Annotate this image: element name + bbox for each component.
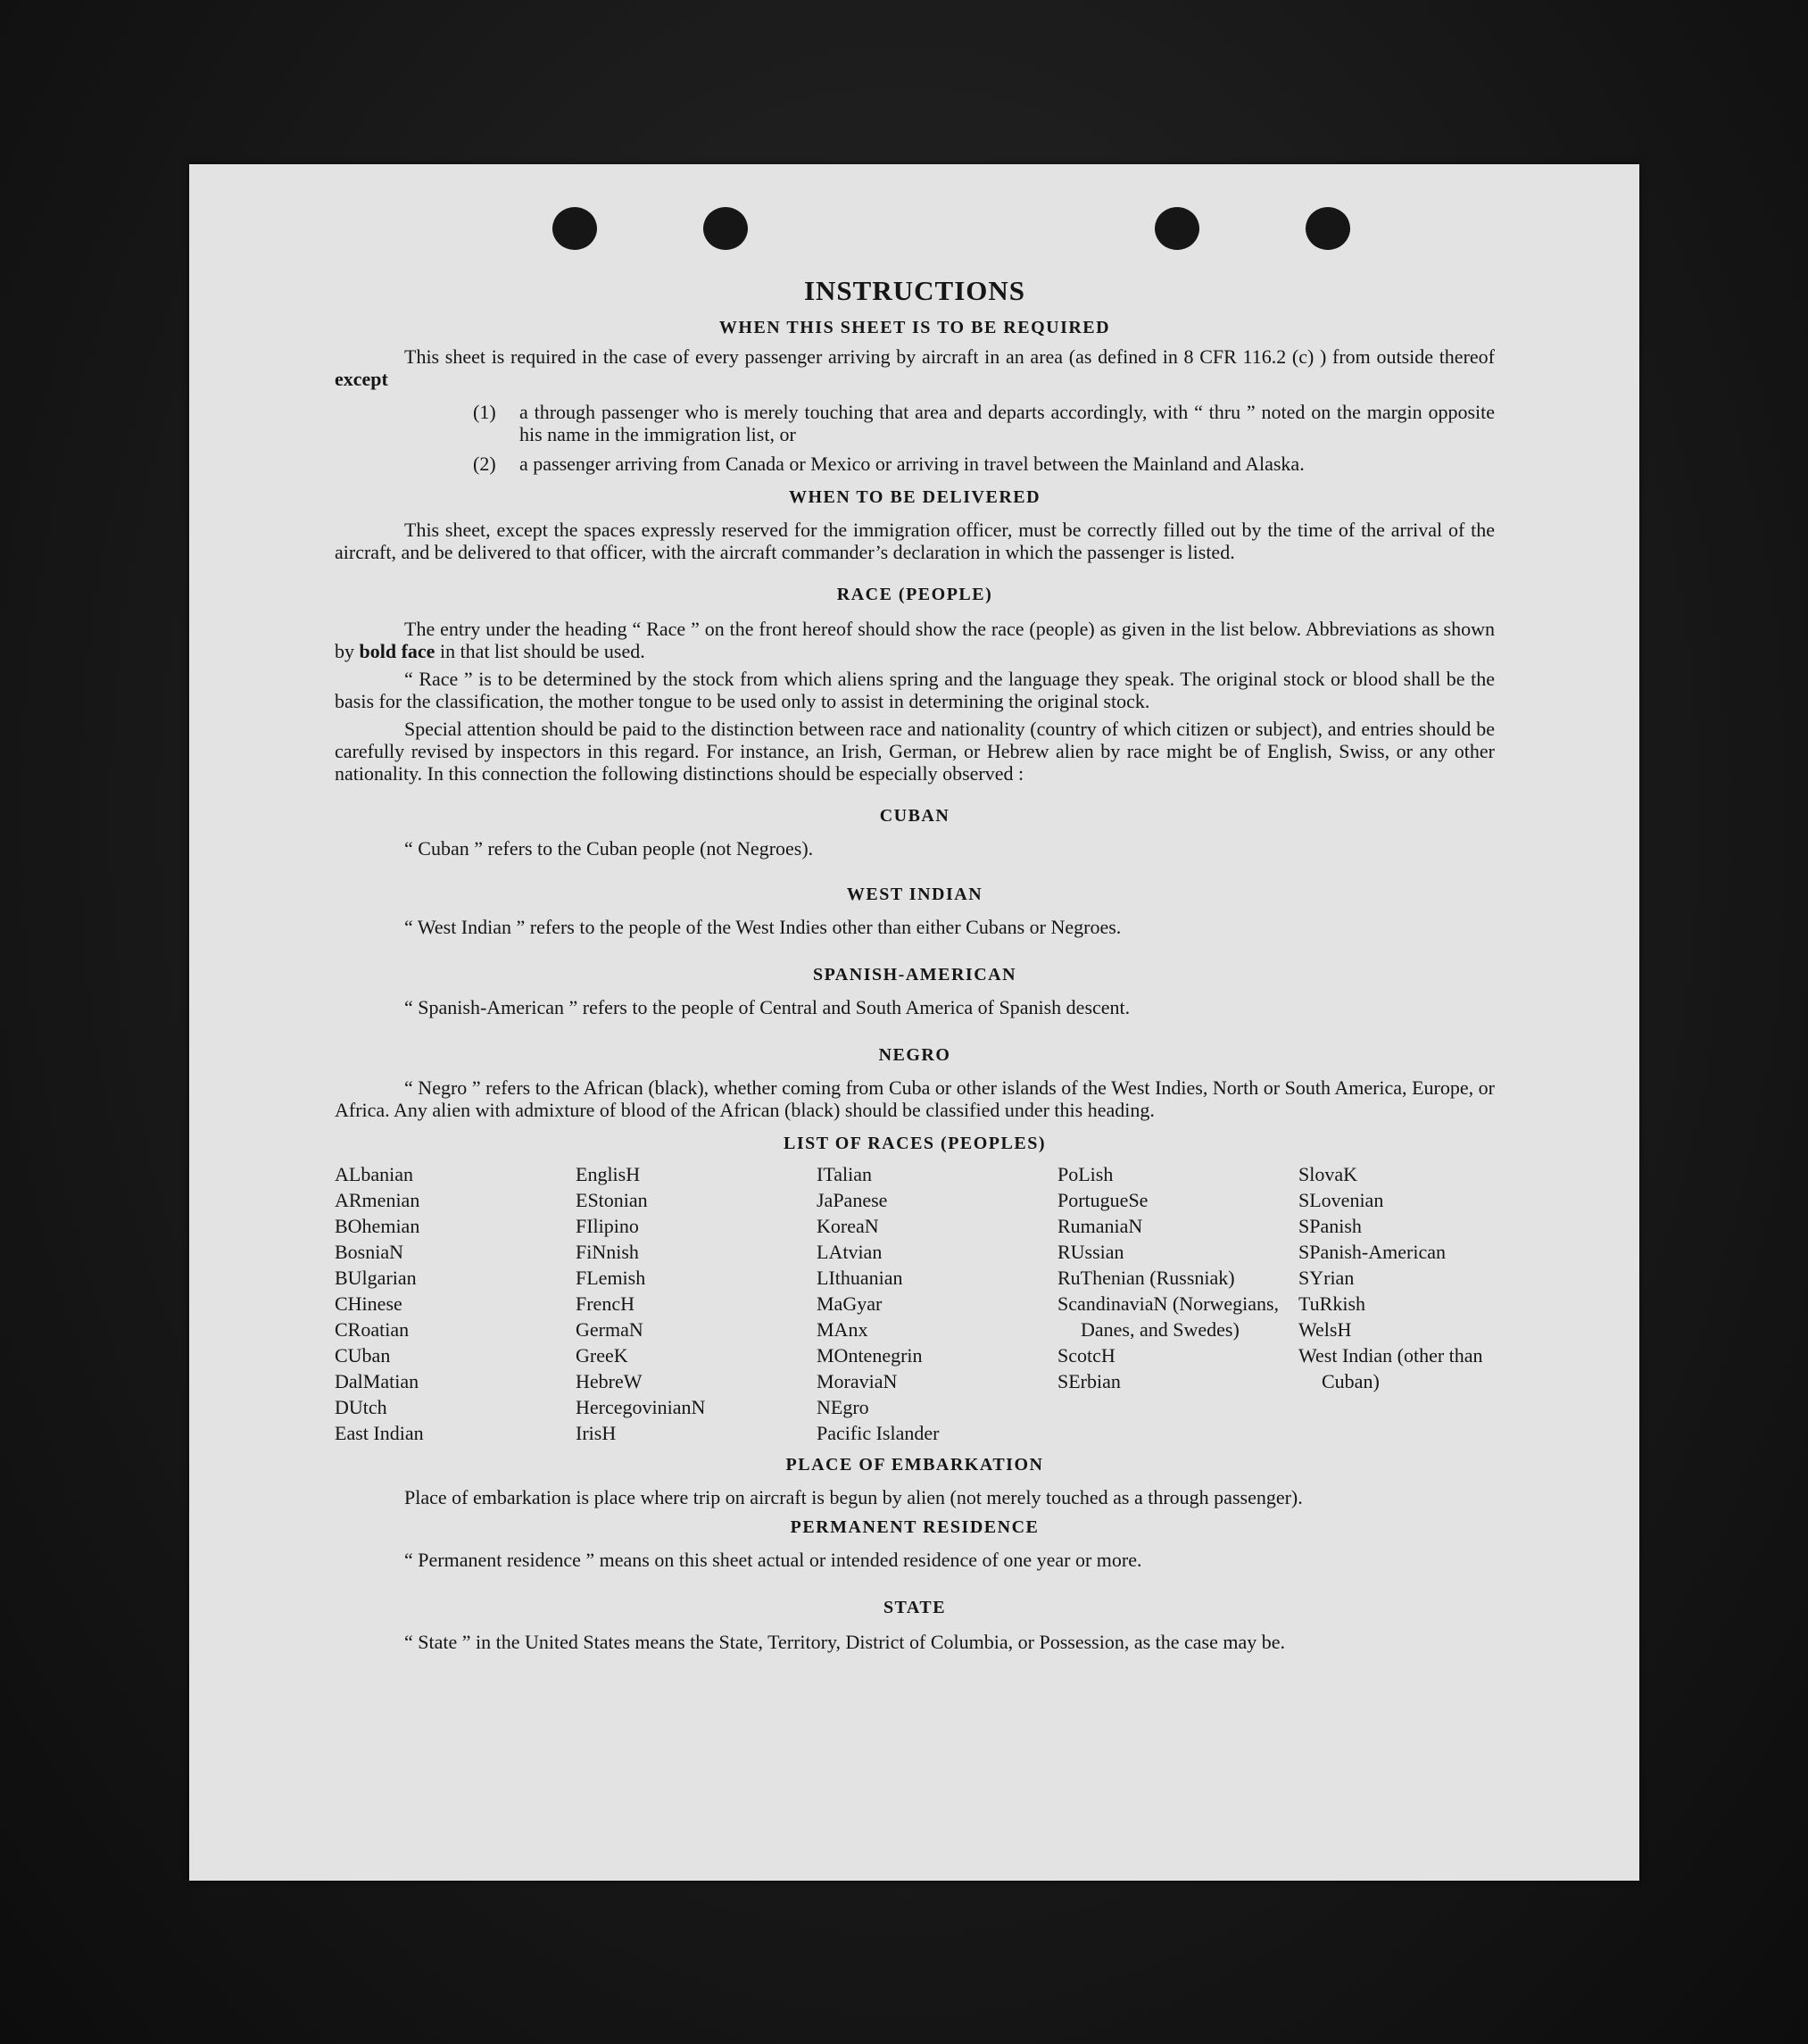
race-item: SPanish bbox=[1298, 1215, 1362, 1237]
punch-hole bbox=[552, 207, 597, 250]
state-text: “ State ” in the United States means the State, Territory, District of Columbia, or Possession, as the case may be. bbox=[404, 1631, 1286, 1653]
race-item: LIthuanian bbox=[817, 1267, 903, 1289]
race-item: ARmenian bbox=[335, 1189, 420, 1211]
section-heading-residence: PERMANENT RESIDENCE bbox=[790, 1517, 1040, 1537]
cuban-text: “ Cuban ” refers to the Cuban people (not Negroes). bbox=[404, 837, 814, 860]
negro-text: “ Negro ” refers to the African (black), whether coming from Cuba or other islands of the West Indies, North or South America, Europe, or Africa. Any alien with admixture of blood of the African (black) should be classified under this heading. bbox=[335, 1076, 1495, 1121]
race-item: SLovenian bbox=[1298, 1189, 1384, 1211]
race-item: CHinese bbox=[335, 1292, 402, 1315]
race-item: GreeK bbox=[576, 1344, 628, 1367]
race-item: EnglisH bbox=[576, 1163, 641, 1185]
races-list bbox=[335, 1161, 1495, 1446]
race-item: MAnx bbox=[817, 1318, 868, 1341]
section-heading-spanish-american: SPANISH-AMERICAN bbox=[812, 965, 1017, 985]
embarkation-text: Place of embarkation is place where trip on aircraft is begun by alien (not merely touched as a through passenger). bbox=[404, 1486, 1303, 1508]
exception-text: a through passenger who is merely touching that area and departs accordingly, with “ thru ” noted on the margin opposite his name in the immigration list, or bbox=[519, 401, 1495, 445]
exception-item bbox=[473, 401, 1495, 445]
race-item: RumaniaN bbox=[1057, 1215, 1143, 1237]
section-heading-west-indian: WEST INDIAN bbox=[846, 885, 983, 904]
race-item: GermaN bbox=[576, 1318, 643, 1341]
section-heading-list-of-races: LIST OF RACES (PEOPLES) bbox=[783, 1134, 1046, 1153]
instructions-content bbox=[335, 275, 1495, 1656]
race-item: PortugueSe bbox=[1057, 1189, 1149, 1211]
race-item: FiNnish bbox=[576, 1241, 639, 1263]
race-item: RUssian bbox=[1057, 1241, 1124, 1263]
race-p1-text: The entry under the heading “ Race ” on the front hereof should show the race (people) as given in the list below. Abbreviations as shown by bbox=[335, 618, 1495, 662]
punch-hole bbox=[703, 207, 748, 250]
race-item: ScotcH bbox=[1057, 1344, 1115, 1367]
race-item: BosniaN bbox=[335, 1241, 403, 1263]
west-indian-text: “ West Indian ” refers to the people of the West Indies other than either Cubans or Negroes. bbox=[404, 916, 1122, 938]
residence-text: “ Permanent residence ” means on this sheet actual or intended residence of one year or more. bbox=[404, 1549, 1142, 1571]
race-item: SErbian bbox=[1057, 1370, 1121, 1392]
race-item: ITalian bbox=[817, 1163, 872, 1185]
race-item: TuRkish bbox=[1298, 1292, 1366, 1315]
race-item: FrencH bbox=[576, 1292, 634, 1315]
required-intro-bold: except bbox=[335, 368, 388, 390]
race-item: JaPanese bbox=[817, 1189, 888, 1211]
document-page bbox=[189, 164, 1639, 1881]
race-item: HercegovinianN bbox=[576, 1396, 706, 1418]
race-item: PoLish bbox=[1057, 1163, 1114, 1185]
section-heading-negro: NEGRO bbox=[878, 1045, 951, 1065]
races-column bbox=[817, 1161, 1057, 1446]
race-item: DUtch bbox=[335, 1396, 387, 1418]
races-column bbox=[1057, 1161, 1298, 1446]
race-item: HebreW bbox=[576, 1370, 643, 1392]
race-item: CUban bbox=[335, 1344, 391, 1367]
race-item: LAtvian bbox=[817, 1241, 883, 1263]
race-item: CRoatian bbox=[335, 1318, 410, 1341]
race-item: ALbanian bbox=[335, 1163, 413, 1185]
race-item: ScandinaviaN (Norwegians, Danes, and Swedes) bbox=[1057, 1292, 1280, 1341]
race-item: MOntenegrin bbox=[817, 1344, 923, 1367]
race-item: SYrian bbox=[1298, 1267, 1355, 1289]
race-item: West Indian (other than Cuban) bbox=[1298, 1344, 1483, 1392]
race-paragraph-2: “ Race ” is to be determined by the stock from which aliens spring and the language they speak. The original stock or blood shall be the basis for the classification, the mother tongue to be used only to assist in determining the original stock. bbox=[335, 668, 1495, 712]
punch-hole bbox=[1155, 207, 1199, 250]
race-item: FLemish bbox=[576, 1267, 646, 1289]
section-heading-delivered: WHEN TO BE DELIVERED bbox=[788, 487, 1041, 507]
section-heading-embarkation: PLACE OF EMBARKATION bbox=[785, 1455, 1044, 1475]
race-item: DalMatian bbox=[335, 1370, 419, 1392]
race-item: SlovaK bbox=[1298, 1163, 1357, 1185]
race-p1-tail: in that list should be used. bbox=[435, 640, 645, 662]
exception-number: (2) bbox=[473, 453, 496, 475]
race-item: East Indian bbox=[335, 1422, 424, 1444]
page-title: INSTRUCTIONS bbox=[803, 275, 1025, 306]
race-paragraph-1 bbox=[335, 618, 1495, 662]
section-heading-race: RACE (PEOPLE) bbox=[836, 585, 993, 604]
exception-item bbox=[473, 453, 1495, 475]
race-item: MaGyar bbox=[817, 1292, 883, 1315]
race-item: SPanish-American bbox=[1298, 1241, 1446, 1263]
section-heading-state: STATE bbox=[883, 1598, 947, 1617]
exception-number: (1) bbox=[473, 401, 496, 423]
race-paragraph-3: Special attention should be paid to the distinction between race and nationality (country of which citizen or subject), and entries should be carefully revised by inspectors in this regard. For instance, an Irish, German, or Hebrew alien by race might be of English, Swiss, or any other nationality. In this connection the following distinctions should be especially observed : bbox=[335, 718, 1495, 785]
punch-hole bbox=[1306, 207, 1350, 250]
delivered-text: This sheet, except the spaces expressly reserved for the immigration officer, must be correctly filled out by the time of the arrival of the aircraft, and be delivered to that officer, with the aircraft commander’s declaration in which the passenger is listed. bbox=[335, 519, 1495, 563]
race-item: BOhemian bbox=[335, 1215, 420, 1237]
race-item: RuThenian (Russniak) bbox=[1057, 1267, 1235, 1289]
race-item: Pacific Islander bbox=[817, 1422, 940, 1444]
section-heading-required: WHEN THIS SHEET IS TO BE REQUIRED bbox=[718, 318, 1111, 337]
race-item: FIlipino bbox=[576, 1215, 639, 1237]
required-intro-text: This sheet is required in the case of every passenger arriving by aircraft in an area (as defined in 8 CFR 116.2 (c) ) from outside thereof bbox=[404, 345, 1495, 368]
races-column bbox=[335, 1161, 576, 1446]
spanish-american-text: “ Spanish-American ” refers to the people of Central and South America of Spanish descent. bbox=[404, 996, 1131, 1018]
races-column bbox=[1298, 1161, 1495, 1446]
race-item: WelsH bbox=[1298, 1318, 1352, 1341]
race-item: NEgro bbox=[817, 1396, 869, 1418]
race-item: BUlgarian bbox=[335, 1267, 417, 1289]
race-item: MoraviaN bbox=[817, 1370, 898, 1392]
exception-text: a passenger arriving from Canada or Mexico or arriving in travel between the Mainland and Alaska. bbox=[519, 453, 1305, 475]
section-heading-cuban: CUBAN bbox=[879, 806, 950, 826]
race-item: IrisH bbox=[576, 1422, 617, 1444]
race-p1-bold: bold face bbox=[359, 640, 435, 662]
race-item: EStonian bbox=[576, 1189, 648, 1211]
required-intro bbox=[335, 345, 1495, 390]
race-item: KoreaN bbox=[817, 1215, 879, 1237]
races-column bbox=[576, 1161, 817, 1446]
